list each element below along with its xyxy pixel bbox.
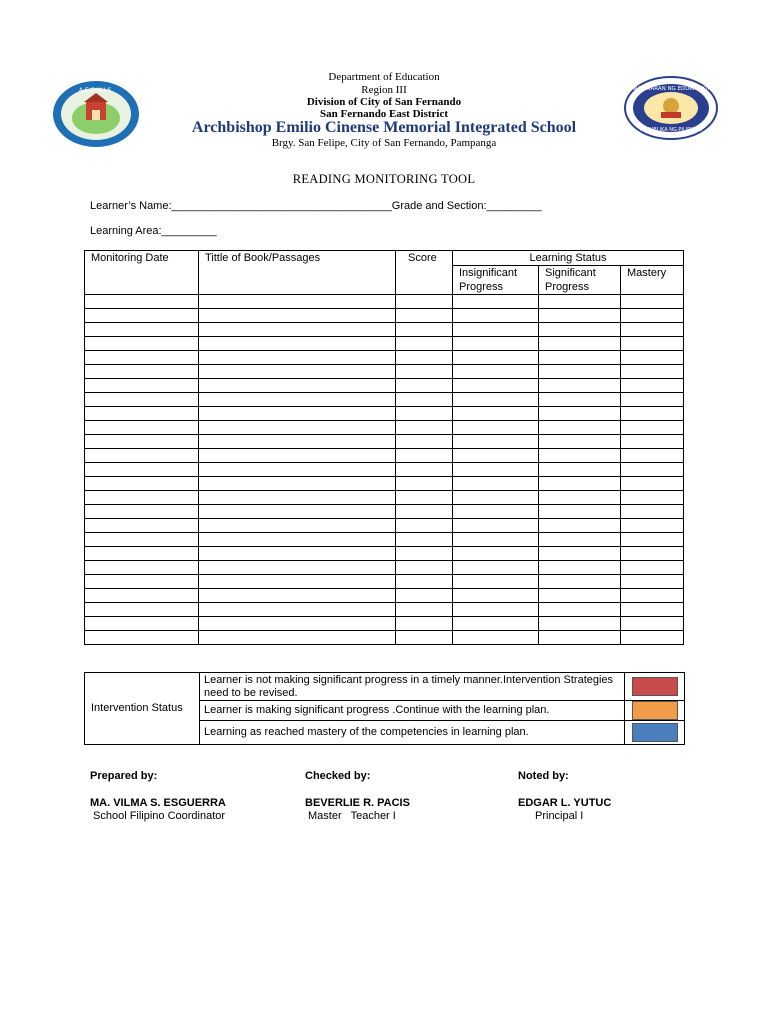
table-cell[interactable] — [539, 617, 621, 631]
table-cell[interactable] — [453, 575, 539, 589]
table-cell[interactable] — [396, 337, 453, 351]
table-cell[interactable] — [621, 365, 684, 379]
table-cell[interactable] — [539, 477, 621, 491]
table-cell[interactable] — [199, 603, 396, 617]
table-cell[interactable] — [621, 435, 684, 449]
district-name: San Fernando East District — [319, 108, 449, 120]
table-cell[interactable] — [199, 561, 396, 575]
table-cell[interactable] — [85, 351, 199, 365]
table-row — [85, 575, 684, 589]
table-cell[interactable] — [453, 323, 539, 337]
table-cell[interactable] — [539, 547, 621, 561]
table-row — [85, 533, 684, 547]
table-cell[interactable] — [621, 491, 684, 505]
table-cell[interactable] — [396, 295, 453, 309]
table-cell[interactable] — [199, 533, 396, 547]
table-cell[interactable] — [199, 617, 396, 631]
table-row — [85, 477, 684, 491]
orange-status-swatch — [625, 701, 685, 721]
table-cell[interactable] — [85, 631, 199, 645]
table-cell[interactable] — [539, 533, 621, 547]
table-cell[interactable] — [199, 435, 396, 449]
checked-by-name: BEVERLIE R. PACIS — [305, 797, 410, 809]
table-cell[interactable] — [85, 449, 199, 463]
table-cell[interactable] — [85, 505, 199, 519]
table-cell[interactable] — [539, 575, 621, 589]
table-cell[interactable] — [396, 309, 453, 323]
table-cell[interactable] — [539, 519, 621, 533]
table-cell[interactable] — [539, 421, 621, 435]
table-cell[interactable] — [85, 393, 199, 407]
table-cell[interactable] — [396, 393, 453, 407]
table-cell[interactable] — [621, 533, 684, 547]
table-cell[interactable] — [85, 407, 199, 421]
table-row — [85, 589, 684, 603]
header-score: Score — [396, 251, 453, 295]
table-cell[interactable] — [453, 435, 539, 449]
table-cell[interactable] — [453, 631, 539, 645]
checked-by-role: Master Teacher I — [308, 810, 396, 822]
table-row — [85, 337, 684, 351]
table-cell[interactable] — [85, 365, 199, 379]
table-cell[interactable] — [85, 477, 199, 491]
checked-by-label: Checked by: — [305, 770, 371, 782]
table-cell[interactable] — [199, 295, 396, 309]
table-cell[interactable] — [396, 505, 453, 519]
prepared-by-name: MA. VILMA S. ESGUERRA — [90, 797, 226, 809]
table-cell[interactable] — [453, 337, 539, 351]
table-cell[interactable] — [396, 449, 453, 463]
table-row — [85, 603, 684, 617]
table-cell[interactable] — [199, 547, 396, 561]
table-cell[interactable] — [85, 519, 199, 533]
table-cell[interactable] — [199, 365, 396, 379]
school-name: Archbishop Emilio Cinense Memorial Integrated School — [191, 119, 577, 136]
table-cell[interactable] — [85, 323, 199, 337]
learning-area-field[interactable]: Learning Area:_________ — [90, 225, 217, 237]
table-cell[interactable] — [453, 505, 539, 519]
table-cell[interactable] — [396, 631, 453, 645]
table-cell[interactable] — [453, 309, 539, 323]
table-cell[interactable] — [199, 519, 396, 533]
table-cell[interactable] — [396, 435, 453, 449]
header-learning-status: Learning Status — [453, 251, 684, 266]
table-cell[interactable] — [621, 589, 684, 603]
table-row — [85, 393, 684, 407]
table-row — [85, 309, 684, 323]
table-cell[interactable] — [621, 393, 684, 407]
table-cell[interactable] — [396, 379, 453, 393]
table-cell[interactable] — [453, 491, 539, 505]
table-cell[interactable] — [199, 337, 396, 351]
header-book-title: Tittle of Book/Passages — [199, 251, 396, 295]
table-cell[interactable] — [396, 603, 453, 617]
form-title: READING MONITORING TOOL — [292, 172, 476, 186]
table-cell[interactable] — [539, 365, 621, 379]
table-cell[interactable] — [85, 589, 199, 603]
table-cell[interactable] — [85, 547, 199, 561]
table-cell[interactable] — [199, 491, 396, 505]
division-name: Division of City of San Fernando — [306, 96, 462, 108]
noted-by-role: Principal I — [535, 810, 584, 822]
table-row — [85, 631, 684, 645]
monitoring-table — [84, 250, 684, 645]
blue-status-swatch — [625, 721, 685, 745]
table-row — [85, 491, 684, 505]
table-cell[interactable] — [539, 309, 621, 323]
table-cell[interactable] — [396, 407, 453, 421]
svg-text:REPUBLIKA NG PILIPINAS: REPUBLIKA NG PILIPINAS — [640, 127, 702, 133]
table-cell[interactable] — [199, 575, 396, 589]
table-cell[interactable] — [453, 421, 539, 435]
table-cell[interactable] — [453, 477, 539, 491]
table-cell[interactable] — [199, 351, 396, 365]
table-cell[interactable] — [199, 449, 396, 463]
table-cell[interactable] — [453, 449, 539, 463]
school-address: Brgy. San Felipe, City of San Fernando, Pampanga — [271, 137, 497, 149]
table-row — [85, 561, 684, 575]
prepared-by-role: School Filipino Coordinator — [93, 810, 226, 822]
table-cell[interactable] — [621, 463, 684, 477]
table-cell[interactable] — [621, 351, 684, 365]
intervention-text-revise: Learner is not making significant progress in a timely manner.Intervention Strategies need to be revised. — [200, 673, 625, 701]
intervention-status-table — [84, 672, 685, 745]
table-cell[interactable] — [621, 547, 684, 561]
intervention-text-mastery: Learning as reached mastery of the competencies in learning plan. — [200, 721, 625, 745]
header-mastery: Mastery — [621, 266, 684, 295]
table-cell[interactable] — [539, 589, 621, 603]
table-cell[interactable] — [396, 421, 453, 435]
table-cell[interactable] — [396, 547, 453, 561]
table-cell[interactable] — [199, 309, 396, 323]
table-cell[interactable] — [199, 323, 396, 337]
table-cell[interactable] — [621, 575, 684, 589]
table-cell[interactable] — [85, 491, 199, 505]
table-cell[interactable] — [621, 379, 684, 393]
table-cell[interactable] — [85, 309, 199, 323]
table-cell[interactable] — [453, 589, 539, 603]
table-cell[interactable] — [621, 295, 684, 309]
svg-text:A.E.C.M.I.S.: A.E.C.M.I.S. — [78, 87, 114, 94]
table-cell[interactable] — [539, 337, 621, 351]
table-row — [85, 379, 684, 393]
table-row — [85, 449, 684, 463]
table-cell[interactable] — [396, 533, 453, 547]
table-cell[interactable] — [85, 421, 199, 435]
table-cell[interactable] — [396, 519, 453, 533]
table-cell[interactable] — [85, 379, 199, 393]
table-cell[interactable] — [396, 463, 453, 477]
table-cell[interactable] — [396, 617, 453, 631]
table-row — [85, 295, 684, 309]
intervention-text-continue: Learner is making significant progress .Continue with the learning plan. — [200, 701, 625, 721]
table-cell[interactable] — [85, 617, 199, 631]
table-cell[interactable] — [539, 393, 621, 407]
table-cell[interactable] — [199, 463, 396, 477]
table-row — [85, 435, 684, 449]
table-cell[interactable] — [396, 589, 453, 603]
prepared-by-label: Prepared by: — [90, 770, 158, 782]
table-row — [85, 519, 684, 533]
table-cell[interactable] — [396, 575, 453, 589]
table-cell[interactable] — [85, 295, 199, 309]
table-cell[interactable] — [453, 295, 539, 309]
department-name: Department of Education — [328, 71, 440, 83]
table-cell[interactable] — [539, 435, 621, 449]
table-cell[interactable] — [539, 505, 621, 519]
header-monitoring-date: Monitoring Date — [85, 251, 199, 295]
svg-text:KAGAWARAN NG EDUKASYON: KAGAWARAN NG EDUKASYON — [630, 86, 712, 92]
table-cell[interactable] — [396, 561, 453, 575]
table-cell[interactable] — [621, 519, 684, 533]
header-significant-progress: Significant Progress — [539, 266, 621, 295]
table-cell[interactable] — [539, 491, 621, 505]
table-cell[interactable] — [453, 351, 539, 365]
table-cell[interactable] — [85, 533, 199, 547]
table-row — [85, 617, 684, 631]
table-cell[interactable] — [621, 407, 684, 421]
table-cell[interactable] — [199, 421, 396, 435]
table-row — [85, 505, 684, 519]
table-cell[interactable] — [621, 631, 684, 645]
table-row — [85, 351, 684, 365]
table-cell[interactable] — [85, 561, 199, 575]
table-row — [85, 547, 684, 561]
table-cell[interactable] — [199, 477, 396, 491]
table-cell[interactable] — [199, 379, 396, 393]
table-cell[interactable] — [396, 323, 453, 337]
table-cell[interactable] — [199, 407, 396, 421]
table-cell[interactable] — [621, 449, 684, 463]
red-status-swatch — [625, 673, 685, 701]
table-cell[interactable] — [621, 477, 684, 491]
table-row — [85, 463, 684, 477]
intervention-status-label: Intervention Status — [85, 673, 200, 745]
header-insignificant-progress: Insignificant Progress — [453, 266, 539, 295]
table-cell[interactable] — [85, 603, 199, 617]
table-cell[interactable] — [199, 631, 396, 645]
table-cell[interactable] — [539, 463, 621, 477]
learner-name-field[interactable]: Learner’s Name:____________________________________Grade and Section:_________ — [90, 200, 542, 212]
noted-by-name: EDGAR L. YUTUC — [518, 797, 612, 809]
table-cell[interactable] — [621, 505, 684, 519]
table-cell[interactable] — [453, 519, 539, 533]
table-cell[interactable] — [85, 575, 199, 589]
table-cell[interactable] — [539, 379, 621, 393]
table-cell[interactable] — [453, 603, 539, 617]
table-cell[interactable] — [396, 491, 453, 505]
table-cell[interactable] — [539, 561, 621, 575]
table-cell[interactable] — [621, 561, 684, 575]
noted-by-label: Noted by: — [518, 770, 569, 782]
table-cell[interactable] — [199, 589, 396, 603]
table-cell[interactable] — [539, 295, 621, 309]
table-cell[interactable] — [539, 351, 621, 365]
table-cell[interactable] — [539, 449, 621, 463]
table-cell[interactable] — [453, 393, 539, 407]
table-cell[interactable] — [85, 435, 199, 449]
table-row — [85, 323, 684, 337]
table-cell[interactable] — [453, 561, 539, 575]
table-cell[interactable] — [85, 337, 199, 351]
table-cell[interactable] — [453, 407, 539, 421]
table-row — [85, 421, 684, 435]
table-row — [85, 365, 684, 379]
table-cell[interactable] — [396, 351, 453, 365]
table-cell[interactable] — [453, 365, 539, 379]
table-cell[interactable] — [453, 379, 539, 393]
table-cell[interactable] — [396, 477, 453, 491]
table-cell[interactable] — [621, 617, 684, 631]
table-cell[interactable] — [539, 603, 621, 617]
table-cell[interactable] — [621, 421, 684, 435]
table-row — [85, 407, 684, 421]
table-cell[interactable] — [453, 463, 539, 477]
table-cell[interactable] — [199, 393, 396, 407]
table-cell[interactable] — [621, 323, 684, 337]
table-cell[interactable] — [539, 631, 621, 645]
table-cell[interactable] — [539, 407, 621, 421]
table-cell[interactable] — [621, 603, 684, 617]
table-cell[interactable] — [199, 505, 396, 519]
table-cell[interactable] — [453, 533, 539, 547]
table-cell[interactable] — [396, 365, 453, 379]
table-cell[interactable] — [85, 463, 199, 477]
table-cell[interactable] — [621, 309, 684, 323]
table-cell[interactable] — [621, 337, 684, 351]
table-cell[interactable] — [453, 547, 539, 561]
table-cell[interactable] — [453, 617, 539, 631]
table-cell[interactable] — [539, 323, 621, 337]
region-name: Region III — [361, 84, 407, 96]
